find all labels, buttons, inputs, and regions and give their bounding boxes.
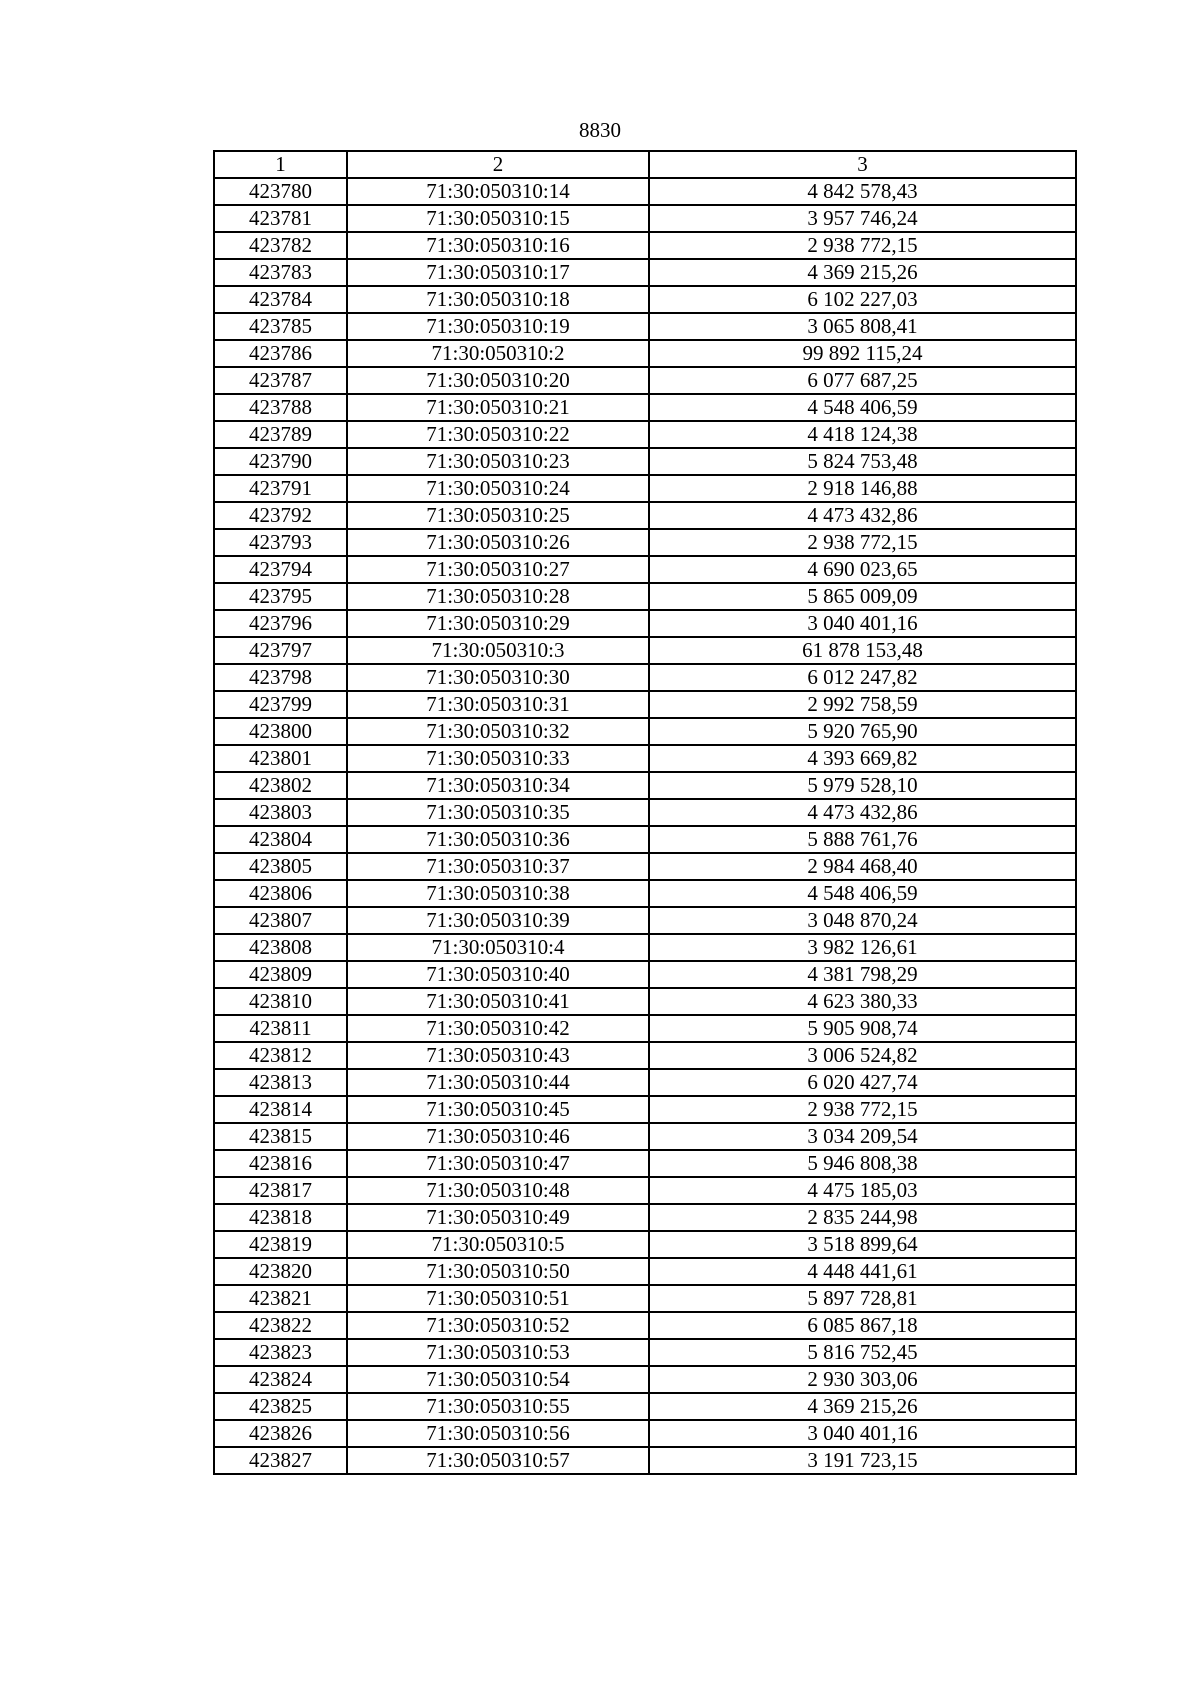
row-number-cell: 423796 [214,610,347,637]
value-cell: 4 381 798,29 [649,961,1076,988]
row-number-cell: 423798 [214,664,347,691]
table-row [214,1447,1076,1474]
row-number-cell: 423782 [214,232,347,259]
row-number-cell: 423815 [214,1123,347,1150]
table-row [214,556,1076,583]
cadastral-number-cell: 71:30:050310:53 [347,1339,649,1366]
cadastral-number-cell: 71:30:050310:20 [347,367,649,394]
value-cell: 3 006 524,82 [649,1042,1076,1069]
value-cell: 2 918 146,88 [649,475,1076,502]
value-cell: 2 984 468,40 [649,853,1076,880]
row-number-cell: 423821 [214,1285,347,1312]
cadastral-number-cell: 71:30:050310:3 [347,637,649,664]
row-number-cell: 423822 [214,1312,347,1339]
value-cell: 5 865 009,09 [649,583,1076,610]
value-cell: 4 548 406,59 [649,880,1076,907]
cadastral-number-cell: 71:30:050310:54 [347,1366,649,1393]
table-row [214,1339,1076,1366]
table-row [214,853,1076,880]
value-cell: 5 920 765,90 [649,718,1076,745]
cadastral-number-cell: 71:30:050310:38 [347,880,649,907]
cadastral-number-cell: 71:30:050310:14 [347,178,649,205]
value-cell: 5 816 752,45 [649,1339,1076,1366]
cadastral-number-cell: 71:30:050310:32 [347,718,649,745]
table-row [214,1231,1076,1258]
row-number-cell: 423781 [214,205,347,232]
table-row [214,313,1076,340]
table-header-row [214,151,1076,178]
row-number-cell: 423787 [214,367,347,394]
table-row [214,745,1076,772]
row-number-cell: 423797 [214,637,347,664]
table-row [214,583,1076,610]
row-number-cell: 423788 [214,394,347,421]
table-row [214,1123,1076,1150]
cadastral-number-cell: 71:30:050310:26 [347,529,649,556]
row-number-cell: 423791 [214,475,347,502]
value-cell: 4 473 432,86 [649,502,1076,529]
cadastral-number-cell: 71:30:050310:34 [347,772,649,799]
value-cell: 4 475 185,03 [649,1177,1076,1204]
cadastral-number-cell: 71:30:050310:25 [347,502,649,529]
value-cell: 4 842 578,43 [649,178,1076,205]
row-number-cell: 423820 [214,1258,347,1285]
value-cell: 4 548 406,59 [649,394,1076,421]
table-row [214,1204,1076,1231]
table-row [214,1096,1076,1123]
row-number-cell: 423812 [214,1042,347,1069]
cadastral-number-cell: 71:30:050310:57 [347,1447,649,1474]
value-cell: 5 897 728,81 [649,1285,1076,1312]
row-number-cell: 423790 [214,448,347,475]
row-number-cell: 423802 [214,772,347,799]
row-number-cell: 423813 [214,1069,347,1096]
value-cell: 4 473 432,86 [649,799,1076,826]
cadastral-number-cell: 71:30:050310:43 [347,1042,649,1069]
table-row [214,421,1076,448]
table-row [214,1312,1076,1339]
row-number-cell: 423811 [214,1015,347,1042]
row-number-cell: 423808 [214,934,347,961]
row-number-cell: 423806 [214,880,347,907]
row-number-cell: 423825 [214,1393,347,1420]
row-number-cell: 423789 [214,421,347,448]
value-cell: 5 888 761,76 [649,826,1076,853]
cadastral-number-cell: 71:30:050310:50 [347,1258,649,1285]
cadastral-number-cell: 71:30:050310:42 [347,1015,649,1042]
cadastral-number-cell: 71:30:050310:45 [347,1096,649,1123]
table-row [214,259,1076,286]
value-cell: 99 892 115,24 [649,340,1076,367]
value-cell: 6 077 687,25 [649,367,1076,394]
table-row [214,718,1076,745]
row-number-cell: 423818 [214,1204,347,1231]
table-row [214,205,1076,232]
cadastral-number-cell: 71:30:050310:29 [347,610,649,637]
value-cell: 5 824 753,48 [649,448,1076,475]
table-row [214,664,1076,691]
header-cell-3: 3 [649,151,1076,178]
cadastral-number-cell: 71:30:050310:28 [347,583,649,610]
row-number-cell: 423803 [214,799,347,826]
table-row [214,826,1076,853]
value-cell: 4 448 441,61 [649,1258,1076,1285]
value-cell: 3 982 126,61 [649,934,1076,961]
value-cell: 2 938 772,15 [649,1096,1076,1123]
row-number-cell: 423824 [214,1366,347,1393]
value-cell: 3 518 899,64 [649,1231,1076,1258]
table-row [214,394,1076,421]
table-row [214,1015,1076,1042]
value-cell: 4 369 215,26 [649,259,1076,286]
cadastral-number-cell: 71:30:050310:39 [347,907,649,934]
row-number-cell: 423786 [214,340,347,367]
table-row [214,178,1076,205]
cadastral-number-cell: 71:30:050310:47 [347,1150,649,1177]
value-cell: 2 938 772,15 [649,529,1076,556]
table-row [214,286,1076,313]
table-row [214,772,1076,799]
cadastral-number-cell: 71:30:050310:49 [347,1204,649,1231]
cadastral-number-cell: 71:30:050310:18 [347,286,649,313]
table-row [214,475,1076,502]
table-row [214,691,1076,718]
cadastral-number-cell: 71:30:050310:4 [347,934,649,961]
cadastral-number-cell: 71:30:050310:30 [347,664,649,691]
cadastral-number-cell: 71:30:050310:51 [347,1285,649,1312]
row-number-cell: 423826 [214,1420,347,1447]
row-number-cell: 423819 [214,1231,347,1258]
row-number-cell: 423817 [214,1177,347,1204]
cadastral-number-cell: 71:30:050310:52 [347,1312,649,1339]
row-number-cell: 423809 [214,961,347,988]
row-number-cell: 423810 [214,988,347,1015]
table-row [214,1177,1076,1204]
table-row [214,637,1076,664]
value-cell: 4 369 215,26 [649,1393,1076,1420]
row-number-cell: 423816 [214,1150,347,1177]
cadastral-number-cell: 71:30:050310:15 [347,205,649,232]
cadastral-number-cell: 71:30:050310:56 [347,1420,649,1447]
table-row [214,799,1076,826]
table-row [214,610,1076,637]
value-cell: 6 102 227,03 [649,286,1076,313]
value-cell: 5 979 528,10 [649,772,1076,799]
table-row [214,880,1076,907]
row-number-cell: 423814 [214,1096,347,1123]
cadastral-number-cell: 71:30:050310:41 [347,988,649,1015]
row-number-cell: 423799 [214,691,347,718]
table-row [214,448,1076,475]
cadastral-number-cell: 71:30:050310:17 [347,259,649,286]
table-row [214,1366,1076,1393]
table-row [214,502,1076,529]
row-number-cell: 423780 [214,178,347,205]
row-number-cell: 423805 [214,853,347,880]
row-number-cell: 423784 [214,286,347,313]
page-number: 8830 [579,118,621,142]
cadastral-number-cell: 71:30:050310:2 [347,340,649,367]
cadastral-number-cell: 71:30:050310:40 [347,961,649,988]
table-row [214,961,1076,988]
cadastral-number-cell: 71:30:050310:35 [347,799,649,826]
data-table [213,150,1077,1475]
row-number-cell: 423783 [214,259,347,286]
header-cell-2: 2 [347,151,649,178]
cadastral-number-cell: 71:30:050310:33 [347,745,649,772]
row-number-cell: 423823 [214,1339,347,1366]
value-cell: 5 946 808,38 [649,1150,1076,1177]
value-cell: 3 065 808,41 [649,313,1076,340]
cadastral-number-cell: 71:30:050310:27 [347,556,649,583]
table-row [214,1042,1076,1069]
value-cell: 6 012 247,82 [649,664,1076,691]
value-cell: 3 191 723,15 [649,1447,1076,1474]
cadastral-number-cell: 71:30:050310:22 [347,421,649,448]
table-row [214,1150,1076,1177]
cadastral-number-cell: 71:30:050310:16 [347,232,649,259]
row-number-cell: 423800 [214,718,347,745]
cadastral-number-cell: 71:30:050310:46 [347,1123,649,1150]
value-cell: 2 992 758,59 [649,691,1076,718]
table-row [214,1420,1076,1447]
table-row [214,1258,1076,1285]
table-row [214,529,1076,556]
value-cell: 3 034 209,54 [649,1123,1076,1150]
value-cell: 2 930 303,06 [649,1366,1076,1393]
value-cell: 2 835 244,98 [649,1204,1076,1231]
table-row [214,367,1076,394]
row-number-cell: 423793 [214,529,347,556]
cadastral-number-cell: 71:30:050310:19 [347,313,649,340]
value-cell: 2 938 772,15 [649,232,1076,259]
cadastral-number-cell: 71:30:050310:24 [347,475,649,502]
value-cell: 3 040 401,16 [649,1420,1076,1447]
value-cell: 4 690 023,65 [649,556,1076,583]
row-number-cell: 423785 [214,313,347,340]
table-row [214,1393,1076,1420]
table-row [214,232,1076,259]
table-row [214,907,1076,934]
row-number-cell: 423827 [214,1447,347,1474]
value-cell: 6 020 427,74 [649,1069,1076,1096]
table-row [214,988,1076,1015]
table-row [214,1285,1076,1312]
cadastral-number-cell: 71:30:050310:36 [347,826,649,853]
cadastral-number-cell: 71:30:050310:5 [347,1231,649,1258]
table-row [214,934,1076,961]
cadastral-number-cell: 71:30:050310:21 [347,394,649,421]
value-cell: 61 878 153,48 [649,637,1076,664]
cadastral-number-cell: 71:30:050310:37 [347,853,649,880]
value-cell: 5 905 908,74 [649,1015,1076,1042]
row-number-cell: 423807 [214,907,347,934]
row-number-cell: 423795 [214,583,347,610]
cadastral-number-cell: 71:30:050310:55 [347,1393,649,1420]
cadastral-number-cell: 71:30:050310:23 [347,448,649,475]
row-number-cell: 423801 [214,745,347,772]
value-cell: 4 393 669,82 [649,745,1076,772]
header-cell-1: 1 [214,151,347,178]
row-number-cell: 423794 [214,556,347,583]
cadastral-number-cell: 71:30:050310:48 [347,1177,649,1204]
value-cell: 4 418 124,38 [649,421,1076,448]
value-cell: 3 957 746,24 [649,205,1076,232]
value-cell: 3 040 401,16 [649,610,1076,637]
table-row [214,1069,1076,1096]
value-cell: 6 085 867,18 [649,1312,1076,1339]
row-number-cell: 423804 [214,826,347,853]
value-cell: 3 048 870,24 [649,907,1076,934]
table-body [214,151,1076,1474]
value-cell: 4 623 380,33 [649,988,1076,1015]
table-row [214,340,1076,367]
row-number-cell: 423792 [214,502,347,529]
cadastral-number-cell: 71:30:050310:44 [347,1069,649,1096]
cadastral-number-cell: 71:30:050310:31 [347,691,649,718]
